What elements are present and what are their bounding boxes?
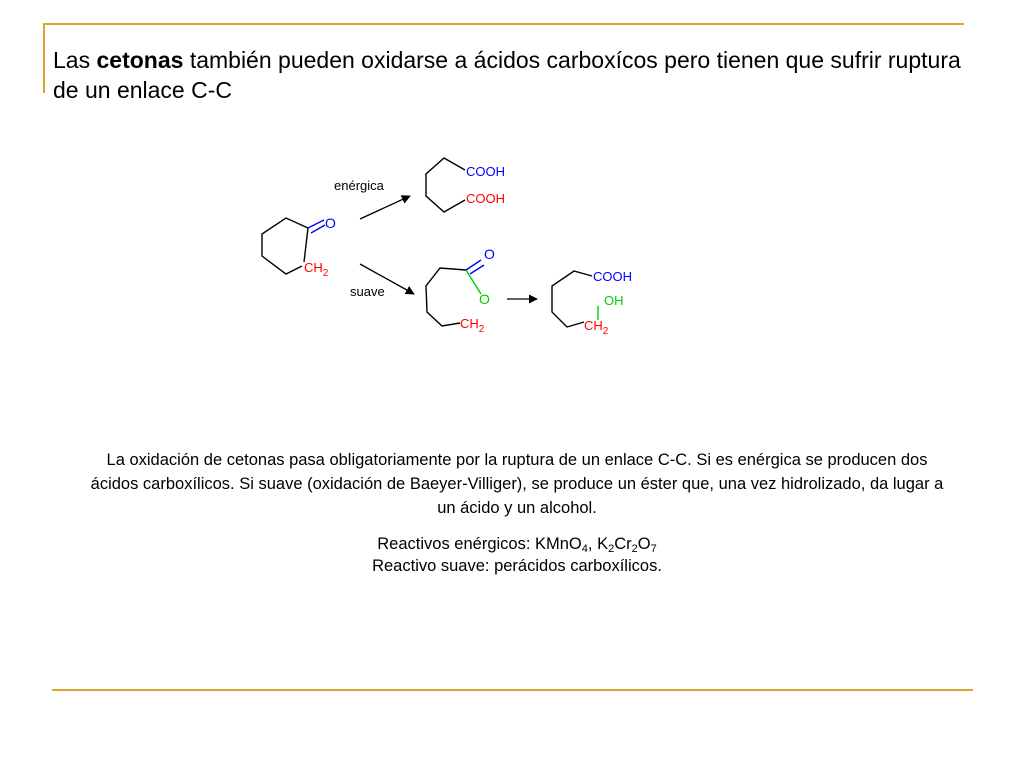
acid-ch2: $CH_2$ [584, 318, 609, 337]
label-suave: suave [350, 284, 385, 299]
acid-cooh: COOH [593, 269, 632, 284]
lactone-carbonyl-oxygen: O [484, 246, 495, 262]
adipic-acid [426, 158, 465, 212]
cyclohexanone-ch2: $CH_2$ [304, 260, 329, 279]
reagents-soft-line: Reactivo suave: perácidos carboxílicos. [372, 557, 662, 575]
lactone-ch2: $CH_2$ [460, 316, 485, 335]
title-bold-word: cetonas [96, 47, 184, 73]
bottom-rule [52, 689, 973, 691]
title-prefix: Las [53, 47, 91, 73]
explanation-text: La oxidación de cetonas pasa obligatoriamente por la ruptura de un enlace C-C. Si es enérgica se producen dos ácidos carboxílicos. Si suave (oxidación de Baeyer-Villiger), se produce un éster que, una vez hidrolizado, da lugar a un ácido y un alcohol. [90, 451, 944, 517]
cooh-top: COOH [466, 164, 505, 179]
title-rest: también pueden oxidarse a ácidos carboxícos pero tienen que sufrir ruptura de un enlace C-C [53, 47, 961, 103]
alcohol-oh: OH [604, 293, 624, 308]
reagents-block [84, 533, 950, 577]
reagents-energic-line: Reactivos enérgicos: KMnO$_4$, $K_2Cr_2O_7$ [377, 535, 657, 555]
label-energica: enérgica [334, 178, 384, 193]
arrow-energica [360, 196, 410, 219]
cooh-bottom: COOH [466, 191, 505, 206]
cyclohexanone-oxygen: O [325, 215, 336, 231]
lactone-ring-oxygen: O [479, 291, 490, 307]
